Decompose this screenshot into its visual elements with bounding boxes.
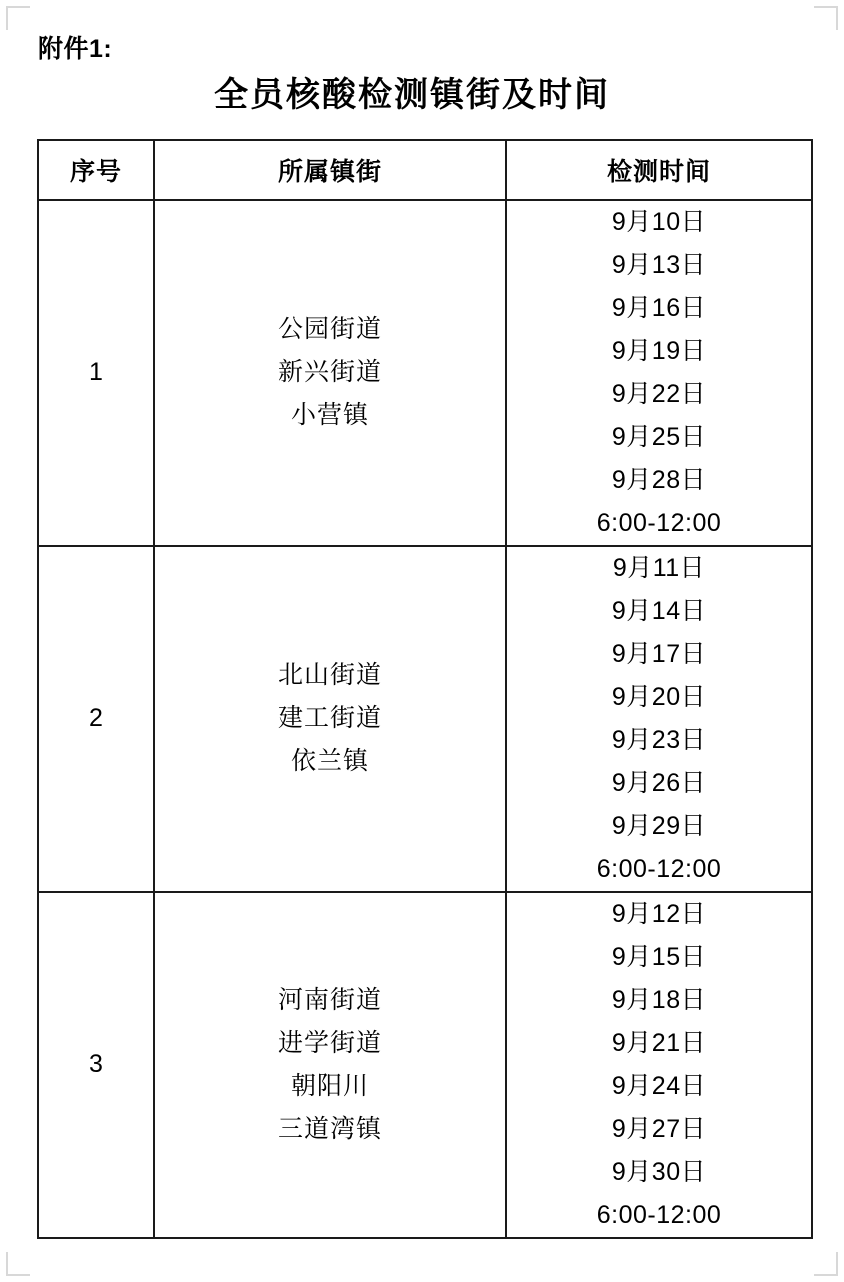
area-line: 依兰镇 xyxy=(290,747,369,775)
row-areas xyxy=(154,200,506,546)
area-line: 小营镇 xyxy=(290,401,369,429)
table-body xyxy=(38,200,812,1238)
time-range-line: 6:00-12:00 xyxy=(596,1200,722,1229)
time-line: 9月25日 xyxy=(611,422,707,451)
time-line: 9月10日 xyxy=(611,207,707,236)
time-line: 9月14日 xyxy=(611,596,707,625)
time-line: 9月24日 xyxy=(611,1071,707,1100)
table-header xyxy=(38,140,812,200)
attachment-label: 附件1: xyxy=(38,35,113,63)
column-header-time: 检测时间 xyxy=(506,140,812,200)
time-line: 9月18日 xyxy=(611,985,707,1014)
column-header-area: 所属镇街 xyxy=(154,140,506,200)
area-line: 公园街道 xyxy=(277,315,382,343)
time-line: 9月13日 xyxy=(611,250,707,279)
table-row xyxy=(38,546,812,892)
time-line: 9月28日 xyxy=(611,465,707,494)
area-line: 进学街道 xyxy=(277,1028,382,1057)
schedule-table xyxy=(37,139,813,1239)
page-title: 全员核酸检测镇街及时间 xyxy=(214,76,610,114)
area-line: 新兴街道 xyxy=(277,358,382,386)
time-line: 9月11日 xyxy=(612,553,706,582)
time-line: 9月30日 xyxy=(611,1157,707,1186)
time-line: 9月17日 xyxy=(611,639,707,668)
time-line: 9月20日 xyxy=(611,682,707,711)
time-line: 9月29日 xyxy=(611,811,707,840)
area-line: 河南街道 xyxy=(277,985,382,1014)
area-line: 建工街道 xyxy=(277,704,382,732)
time-range-line: 6:00-12:00 xyxy=(596,854,722,883)
time-range-line: 6:00-12:00 xyxy=(596,508,722,537)
time-line: 9月16日 xyxy=(611,293,707,322)
row-index: 2 xyxy=(38,546,154,892)
row-areas xyxy=(154,892,506,1238)
row-index: 3 xyxy=(38,892,154,1238)
table-row xyxy=(38,892,812,1238)
area-line: 北山街道 xyxy=(277,661,382,689)
row-areas xyxy=(154,546,506,892)
column-header-index: 序号 xyxy=(38,140,154,200)
row-index: 1 xyxy=(38,200,154,546)
time-line: 9月21日 xyxy=(611,1028,707,1057)
time-line: 9月19日 xyxy=(611,336,707,365)
row-times xyxy=(506,546,812,892)
row-times xyxy=(506,200,812,546)
table-header-row xyxy=(38,140,812,200)
time-line: 9月27日 xyxy=(611,1114,707,1143)
time-line: 9月15日 xyxy=(611,942,707,971)
time-line: 9月26日 xyxy=(611,768,707,797)
row-times xyxy=(506,892,812,1238)
area-line: 朝阳川 xyxy=(290,1071,369,1100)
time-line: 9月23日 xyxy=(611,725,707,754)
table-row xyxy=(38,200,812,546)
area-line: 三道湾镇 xyxy=(277,1114,382,1143)
time-line: 9月22日 xyxy=(611,379,707,408)
time-line: 9月12日 xyxy=(611,899,707,928)
